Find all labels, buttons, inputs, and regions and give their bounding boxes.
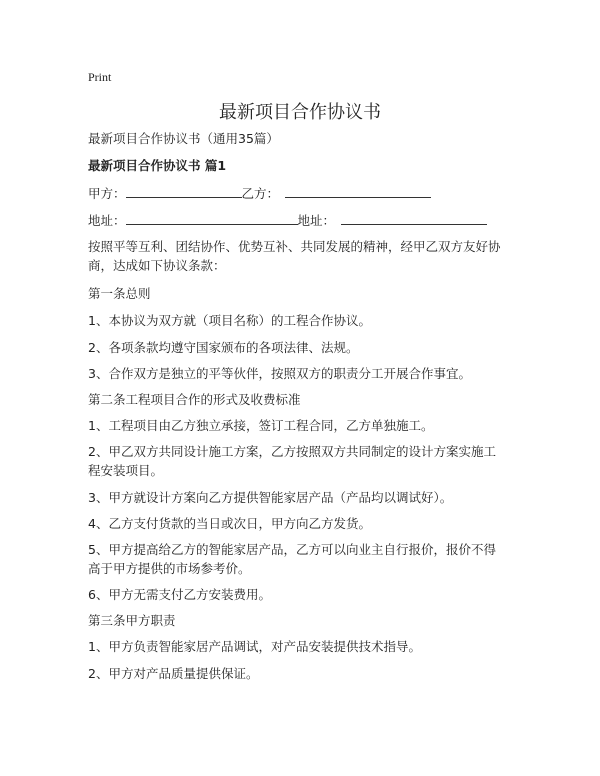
party-b-blank xyxy=(285,184,431,198)
article2-item: 6、甲方无需支付乙方安装费用。 xyxy=(88,587,271,602)
article1-item: 2、各项条款均遵守国家颁布的各项法律、法规。 xyxy=(88,340,359,355)
article3-item: 2、甲方对产品质量提供保证。 xyxy=(88,666,259,681)
article1-item: 3、合作双方是独立的平等伙伴，按照双方的职责分工开展合作事宜。 xyxy=(88,366,471,381)
article2-heading: 第二条工程项目合作的形式及收费标准 xyxy=(88,392,301,407)
party-b-label: 乙方： xyxy=(241,186,280,201)
party-a-label: 甲方： xyxy=(88,186,126,201)
address-a-label: 地址： xyxy=(88,213,126,228)
document-subtitle: 最新项目合作协议书（通用35篇） xyxy=(88,131,279,146)
article3-item: 1、甲方负责智能家居产品调试，对产品安装提供技术指导。 xyxy=(88,639,421,654)
address-b-blank xyxy=(341,211,487,225)
party-a-blank xyxy=(126,184,242,198)
article3-heading: 第三条甲方职责 xyxy=(88,613,176,628)
print-label: Print xyxy=(88,70,112,84)
article2-item: 3、甲方就设计方案向乙方提供智能家居产品（产品均以调试好）。 xyxy=(88,490,453,505)
party-row xyxy=(88,184,431,203)
document-title: 最新项目合作协议书 xyxy=(219,102,381,123)
address-row xyxy=(88,211,487,230)
article1-heading: 第一条总则 xyxy=(88,286,151,301)
article2-item: 1、工程项目由乙方独立承接，签订工程合同，乙方单独施工。 xyxy=(88,418,434,433)
article1-item: 1、本协议为双方就（项目名称）的工程合作协议。 xyxy=(88,313,371,328)
address-b-label: 地址： xyxy=(297,213,336,228)
address-a-blank xyxy=(126,211,298,225)
intro-paragraph: 按照平等互利、团结协作、优势互补、共同发展的精神，经甲乙双方友好协商，达成如下协议条款： xyxy=(88,239,501,273)
section-heading: 最新项目合作协议书 篇1 xyxy=(88,158,227,173)
article2-item: 5、甲方提高给乙方的智能家居产品，乙方可以向业主自行报价，报价不得高于甲方提供的市场参考价。 xyxy=(88,542,496,576)
article2-item: 2、甲乙双方共同设计施工方案，乙方按照双方共同制定的设计方案实施工程安装项目。 xyxy=(88,444,496,478)
article2-item: 4、乙方支付货款的当日或次日，甲方向乙方发货。 xyxy=(88,516,371,531)
